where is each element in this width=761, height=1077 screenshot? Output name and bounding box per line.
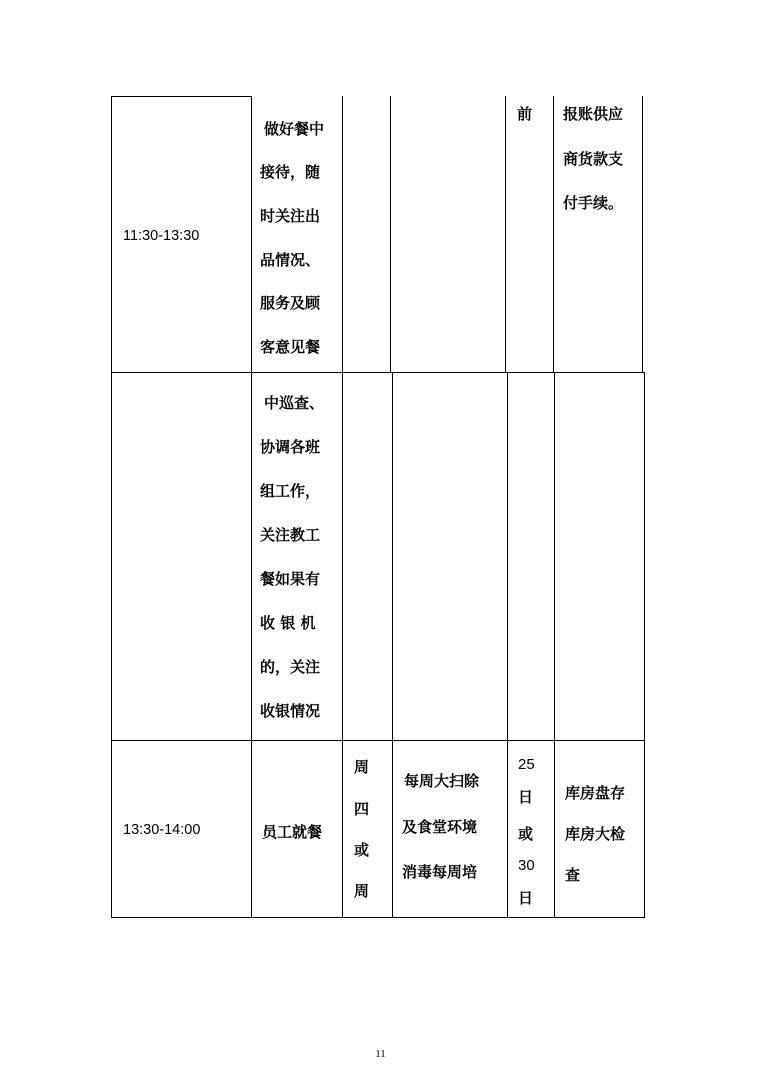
task-line: 收 银 机 bbox=[260, 614, 316, 632]
task-cell: 员工就餐 bbox=[262, 823, 323, 841]
col-line bbox=[342, 96, 343, 372]
weekly-task-line: 每周大扫除 bbox=[404, 772, 480, 790]
col-line bbox=[390, 96, 391, 372]
task-line: 组工作， bbox=[260, 482, 321, 500]
monthly-line: 或 bbox=[518, 825, 534, 843]
monthly-task-line: 报账供应 bbox=[563, 105, 624, 123]
col-line bbox=[505, 96, 506, 372]
col-line bbox=[507, 372, 508, 918]
monthly-task-line: 商货款支 bbox=[563, 150, 624, 168]
monthly-line: 日 bbox=[518, 889, 534, 907]
monthly-task-line: 库房盘存 bbox=[565, 784, 626, 802]
monthly-task-line: 查 bbox=[565, 866, 581, 884]
col-line bbox=[342, 372, 343, 918]
col-line bbox=[553, 96, 554, 372]
monthly-line: 25 bbox=[518, 756, 535, 773]
weekly-task-line: 及食堂环境 bbox=[402, 818, 478, 836]
col-line bbox=[251, 96, 252, 918]
weekly-line: 周 bbox=[354, 758, 370, 776]
weekly-line: 周 bbox=[354, 882, 370, 900]
monthly-line: 日 bbox=[518, 788, 534, 806]
time-cell: 11:30-13:30 bbox=[123, 228, 200, 244]
task-line: 客意见餐 bbox=[260, 338, 321, 356]
col-line bbox=[392, 372, 393, 918]
table-bottom-border bbox=[111, 917, 644, 918]
col-line bbox=[644, 372, 645, 918]
task-line: 收银情况 bbox=[260, 702, 321, 720]
row-divider-1 bbox=[111, 372, 644, 373]
weekly-line: 四 bbox=[354, 800, 370, 818]
weekly-task-line: 消毒每周培 bbox=[402, 863, 478, 881]
col-line bbox=[642, 96, 643, 372]
monthly-line: 前 bbox=[517, 105, 533, 123]
weekly-line: 或 bbox=[354, 841, 370, 859]
task-line: 关注教工 bbox=[260, 526, 321, 544]
task-line: 服务及顾 bbox=[260, 294, 321, 312]
task-line: 做好餐中 bbox=[264, 120, 325, 138]
task-line: 品情况、 bbox=[260, 251, 321, 269]
col-line bbox=[554, 372, 555, 918]
task-line: 的，关注 bbox=[260, 658, 321, 676]
task-line: 接待，随 bbox=[260, 163, 321, 181]
row-divider-2 bbox=[111, 740, 644, 741]
page-number: 11 bbox=[375, 1048, 386, 1060]
monthly-task-line: 库房大检 bbox=[565, 825, 626, 843]
task-line: 餐如果有 bbox=[260, 570, 321, 588]
table-top-border bbox=[111, 96, 252, 97]
monthly-task-line: 付手续。 bbox=[563, 194, 624, 212]
col-line bbox=[111, 96, 112, 918]
task-line: 协调各班 bbox=[260, 438, 321, 456]
task-line: 时关注出 bbox=[260, 207, 321, 225]
monthly-line: 30 bbox=[518, 857, 535, 874]
task-line: 中巡查、 bbox=[264, 394, 325, 412]
time-cell: 13:30-14:00 bbox=[123, 822, 201, 838]
